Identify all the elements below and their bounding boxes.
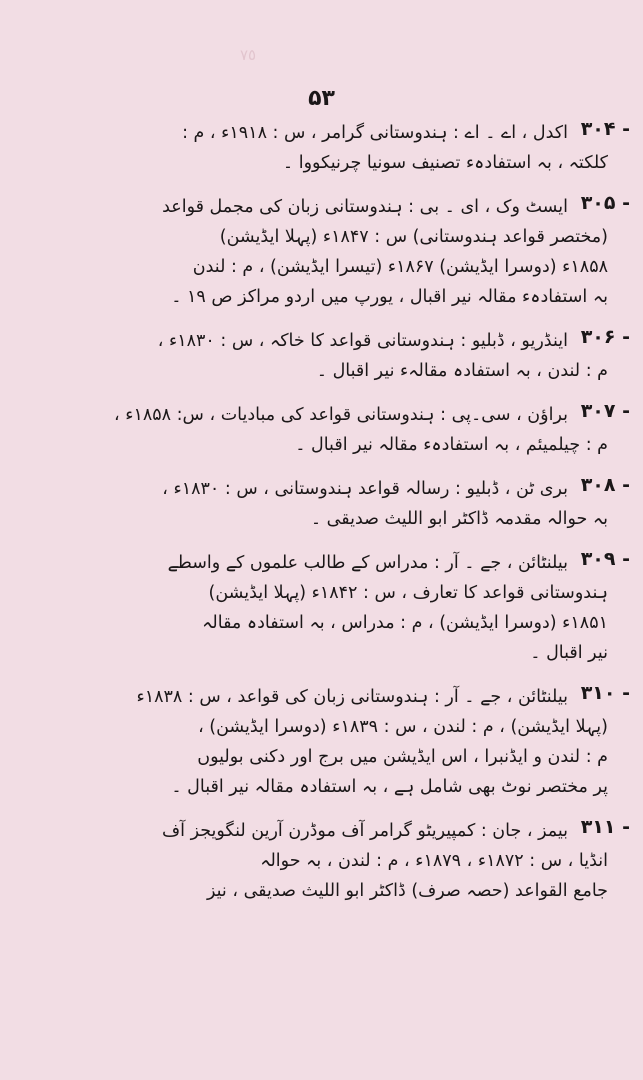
entry-line: کلکتہ ، بہ استفادہء تصنیف سونیا چرنیکووا ۔ (282, 153, 608, 173)
bleed-through-text: ٧٥ (240, 46, 257, 64)
bibliography-entry (40, 326, 630, 386)
entry-number: ۳۰۴ - (580, 118, 630, 140)
entry-line: (پہلا ایڈیشن) ، م : لندن ، س : ۱۸۳۹ء (دوسرا ایڈیشن) ، (198, 717, 608, 737)
entry-number: ۳۰۵ - (580, 192, 630, 214)
bibliography-entries (40, 118, 630, 920)
page-number: ۵۳ (308, 86, 335, 111)
entry-line: بیلنٹائن ، جے ۔ آر : ہندوستانی زبان کی قواعد ، س : ۱۸۳۸ء (136, 687, 568, 707)
entry-line: بیمز ، جان : کمپیریٹو گرامر آف موڈرن آرین لنگویجز آف (162, 821, 568, 841)
entry-line: بری ٹن ، ڈبلیو : رسالہ قواعد ہندوستانی ، س : ۱۸۳۰ء ، (162, 479, 568, 499)
entry-number: ۳۱۱ - (580, 816, 630, 838)
entry-number: ۳۰۶ - (580, 326, 630, 348)
bibliography-entry (40, 682, 630, 802)
entry-line: نیر اقبال ۔ (530, 643, 608, 663)
entry-line: پر مختصر نوٹ بھی شامل ہے ، بہ استفادہ مقالہ نیر اقبال ۔ (171, 777, 608, 797)
entry-number: ۳۰۹ - (580, 548, 630, 570)
bibliography-entry (40, 816, 630, 906)
bibliography-entry (40, 118, 630, 178)
entry-line: ۱۸۵۱ء (دوسرا ایڈیشن) ، م : مدراس ، بہ استفادہ مقالہ (202, 613, 608, 633)
entry-line: اکدل ، اے ۔ اے : ہندوستانی گرامر ، س : ۱۹۱۸ء ، م : (182, 123, 568, 143)
entry-line: ۱۸۵۸ء (دوسرا ایڈیشن) ۱۸۶۷ء (تیسرا ایڈیشن) ، م : لندن (192, 257, 608, 277)
entry-line: جامع القواعد (حصہ صرف) ڈاکٹر ابو اللیث صدیقی ، نیز (207, 881, 608, 901)
entry-number: ۳۰۸ - (580, 474, 630, 496)
entry-number: ۳۱۰ - (580, 682, 630, 704)
entry-line: ہندوستانی قواعد کا تعارف ، س : ۱۸۴۲ء (پہلا ایڈیشن) (208, 583, 608, 603)
entry-line: م : لندن ، بہ استفادہ مقالہء نیر اقبال ۔ (316, 361, 608, 381)
entry-line: بیلنٹائن ، جے ۔ آر : مدراس کے طالب علموں کے واسطے (167, 553, 568, 573)
entry-line: اینڈریو ، ڈبلیو : ہندوستانی قواعد کا خاکہ ، س : ۱۸۳۰ء ، (157, 331, 568, 351)
bibliography-entry (40, 192, 630, 312)
entry-number: ۳۰۷ - (580, 400, 630, 422)
entry-line: م : لندن و ایڈنبرا ، اس ایڈیشن میں برج اور دکنی بولیوں (197, 747, 608, 767)
bibliography-entry (40, 548, 630, 668)
bibliography-entry (40, 400, 630, 460)
bibliography-entry (40, 474, 630, 534)
entry-line: م : چیلمیئم ، بہ استفادہء مقالہ نیر اقبال ۔ (295, 435, 608, 455)
entry-line: ایسٹ وک ، ای ۔ بی : ہندوستانی زبان کی مجمل قواعد (162, 197, 568, 217)
entry-line: بہ استفادہء مقالہ نیر اقبال ، یورپ میں اردو مراکز ص ۱۹ ۔ (171, 287, 608, 307)
entry-line: انڈیا ، س : ۱۸۷۲ء ، ۱۸۷۹ء ، م : لندن ، بہ حوالہ (260, 851, 608, 871)
entry-line: براؤن ، سی۔پی : ہندوستانی قواعد کی مبادیات ، س: ۱۸۵۸ء ، (114, 405, 568, 425)
entry-line: (مختصر قواعد ہندوستانی) س : ۱۸۴۷ء (پہلا ایڈیشن) (219, 227, 608, 247)
entry-line: بہ حوالہ مقدمہ ڈاکٹر ابو اللیث صدیقی ۔ (310, 509, 608, 529)
